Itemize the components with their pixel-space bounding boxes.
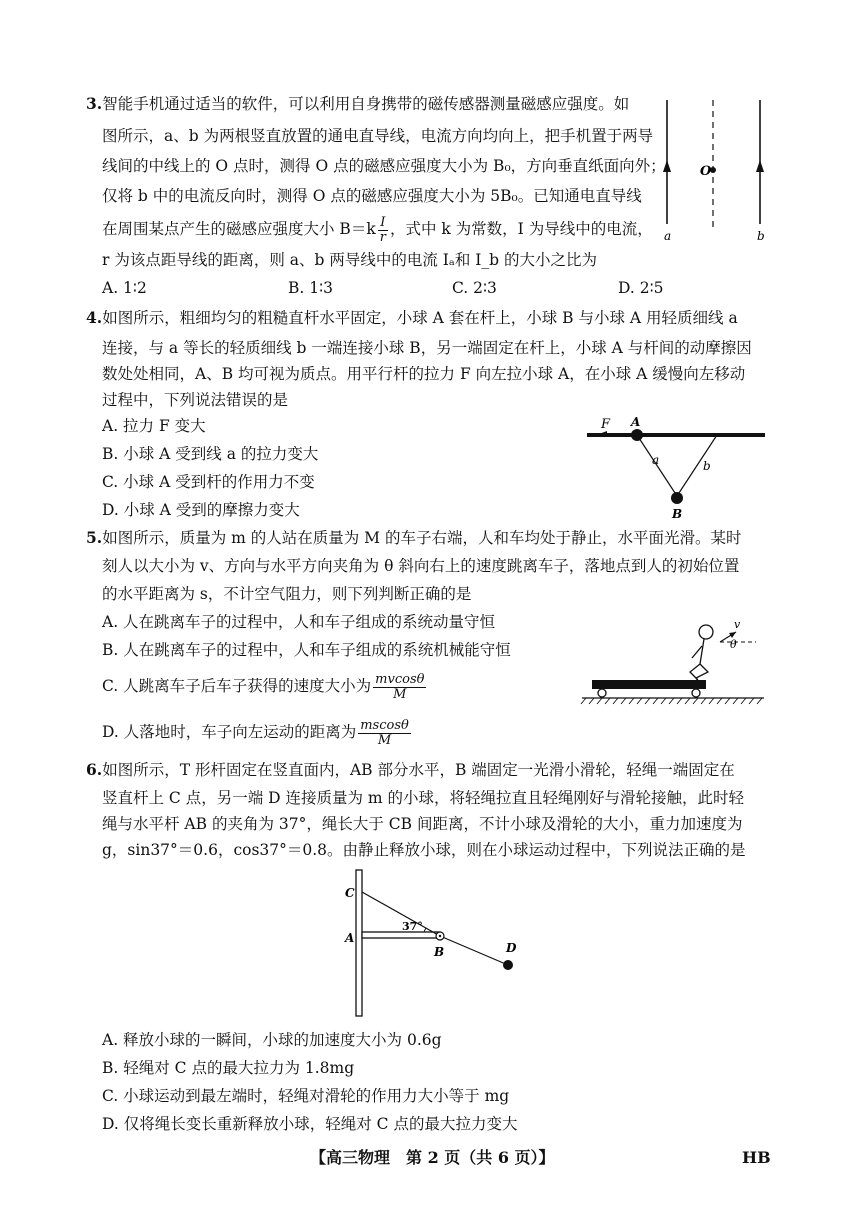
q5-number: 5. (86, 528, 103, 547)
q5-option-a: A. 人在跳离车子的过程中，人和车子组成的系统动量守恒 (102, 613, 496, 631)
rope-bd (440, 936, 508, 965)
q3-option-c: C. 2∶3 (452, 279, 497, 297)
q3-wires-figure (650, 92, 790, 252)
person-body (700, 639, 704, 664)
wire-b-current-arrow (756, 160, 764, 172)
label-theta: θ (730, 638, 737, 651)
line-b (677, 435, 717, 496)
q5-option-c: C. 人跳离车子后车子获得的速度大小为 $\frac{mvcos\theta}{M}$ (102, 671, 425, 702)
q5-option-b: B. 人在跳离车子的过程中，人和车子组成的系统机械能守恒 (102, 641, 511, 659)
label-ball-b: B (672, 507, 683, 521)
person-arm (692, 646, 702, 658)
horizontal-rod-ab (362, 932, 440, 938)
q3-option-d: D. 2∶5 (618, 279, 664, 297)
cart-body (592, 680, 706, 689)
ball-d (503, 960, 513, 970)
label-ball-a: A (631, 415, 641, 429)
q6-option-d: D. 仅将绳长变长重新释放小球，轻绳对 C 点的最大拉力变大 (102, 1115, 518, 1133)
wire-a-current-arrow (663, 160, 671, 172)
q3-line-2: 图所示，a、b 为两根竖直放置的通电直导线，电流方向均向上，把手机置于两导 (102, 127, 654, 145)
person-leg-2 (690, 664, 700, 680)
q3-line-3: 线间的中线上的 O 点时，测得 O 点的磁感应强度大小为 B₀，方向垂直纸面向外； (102, 157, 666, 175)
q4-option-d: D. 小球 A 受到的摩擦力变大 (102, 501, 300, 519)
option-c-fraction: $\frac{mvcos\theta}{M}$ (375, 671, 425, 702)
q5-option-d: D. 人落地时，车子向左运动的距离为 $\frac{mscos\theta}{M}$ (102, 717, 409, 748)
q4-number: 4. (86, 308, 103, 327)
label-b: B (434, 945, 445, 959)
label-b: b (757, 229, 765, 243)
label-a: a (664, 229, 672, 243)
q4-line-1: 4.如图所示，粗细均匀的粗糙直杆水平固定，小球 A 套在杆上，小球 B 与小球 A 用轻质细线 a (86, 308, 738, 327)
q3-line-1: 3.智能手机通过适当的软件，可以利用自身携带的磁传感器测量磁感应强度。如 (86, 94, 630, 113)
q4-line-4: 过程中，下列说法错误的是 (102, 391, 289, 409)
pulley-axle (439, 935, 441, 937)
q3-option-b: B. 1∶3 (288, 279, 334, 297)
cart-wheel-right (692, 689, 700, 697)
option-d-fraction: $\frac{mscos\theta}{M}$ (360, 717, 409, 748)
q6-t-rod-figure (340, 864, 530, 1024)
q5-line-3: 的水平距离为 s，不计空气阻力，则下列判断正确的是 (102, 585, 472, 603)
q6-line-3: 绳与水平杆 AB 的夹角为 37°，绳长大于 CB 间距离，不计小球及滑轮的大小，重力加速度为 (102, 815, 743, 833)
person-head (699, 625, 713, 639)
q3-number: 3. (86, 94, 103, 113)
q5-line-1: 5.如图所示，质量为 m 的人站在质量为 M 的车子右端，人和车均处于静止，水平面光滑。某时 (86, 528, 742, 547)
q6-line-1: 6.如图所示，T 形杆固定在竖直面内，AB 部分水平，B 端固定一光滑小滑轮，轻绳一端固定在 (86, 760, 735, 779)
label-line-a: a (652, 453, 660, 467)
label-v: v (734, 618, 741, 631)
page-footer-code: HB (742, 1148, 771, 1167)
q4-line-3: 数处处相同，A、B 均可视为质点。用平行杆的拉力 F 向左拉小球 A，在小球 A 缓慢向左移动 (102, 365, 746, 383)
q6-line-2: 竖直杆上 C 点，另一端 D 连接质量为 m 的小球，将轻绳拉直且轻绳刚好与滑轮接触，此时轻 (102, 789, 745, 807)
formula-fraction: $\frac{I}{r}$ (379, 214, 386, 245)
q5-cart-figure (580, 614, 770, 714)
q4-line-2: 连接，与 a 等长的轻质细线 b 一端连接小球 B，另一端固定在杆上，小球 A 与杆间的动摩擦因 (102, 339, 752, 357)
q4-option-b: B. 小球 A 受到线 a 的拉力变大 (102, 445, 319, 463)
q4-option-a: A. 拉力 F 变大 (102, 417, 206, 435)
q6-option-b: B. 轻绳对 C 点的最大拉力为 1.8mg (102, 1059, 355, 1077)
label-f: F (601, 417, 611, 432)
vertical-rod (356, 870, 362, 1016)
q3-line-4: 仅将 b 中的电流反向时，测得 O 点的磁感应强度大小为 5B₀。已知通电直导线 (102, 187, 642, 205)
q6-option-c: C. 小球运动到最左端时，轻绳对滑轮的作用力大小等于 mg (102, 1087, 510, 1105)
q6-number: 6. (86, 760, 103, 779)
label-line-b: b (703, 459, 711, 473)
q4-rod-figure (585, 412, 775, 522)
q3-line-6: r 为该点距导线的距离，则 a、b 两导线中的电流 Iₐ和 I_b 的大小之比为 (102, 251, 598, 269)
q5-line-2: 刻人以大小为 v、方向与水平方向夹角为 θ 斜向右上的速度跳离车子，落地点到人的初始位置 (102, 557, 740, 575)
label-d: D (506, 941, 517, 955)
label-a: A (345, 931, 355, 945)
label-c: C (345, 886, 355, 900)
ball-b (671, 492, 683, 504)
rope-cb (362, 892, 440, 936)
cart-wheel-left (598, 689, 606, 697)
ground-hatch (581, 698, 762, 704)
page-footer-title: 【高三物理 第 2 页（共 6 页）】 (310, 1148, 555, 1167)
q6-line-4: g，sin37°＝0.6，cos37°＝0.8。由静止释放小球，则在小球运动过程中，下列说法正确的是 (102, 841, 746, 859)
q4-option-c: C. 小球 A 受到杆的作用力不变 (102, 473, 315, 491)
q3-line-5-formula: 在周围某点产生的磁感应强度大小 B＝k $\frac{I}{r}$ ，式中 k 为常数，I 为导线中的电流， (102, 214, 653, 245)
label-o: O (700, 164, 712, 179)
q6-option-a: A. 释放小球的一瞬间，小球的加速度大小为 0.6g (102, 1031, 442, 1049)
angle-label: 37° (402, 920, 423, 933)
q3-option-a: A. 1∶2 (102, 279, 147, 297)
